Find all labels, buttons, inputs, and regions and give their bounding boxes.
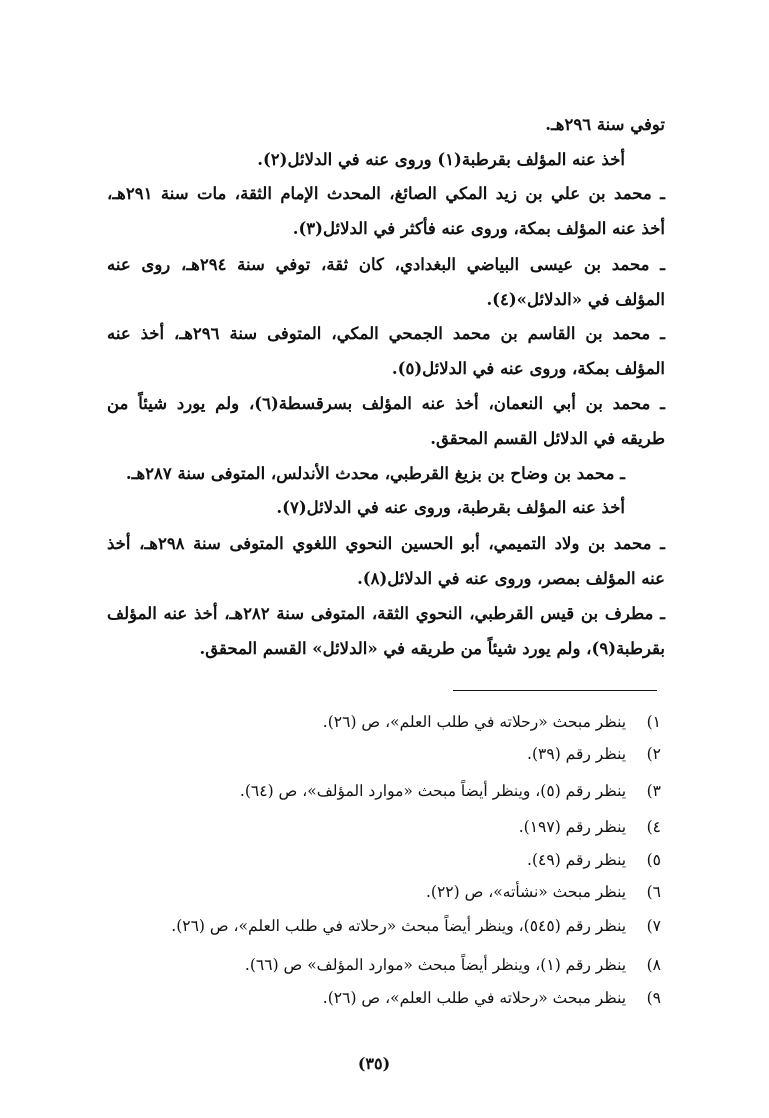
footnote-text: ينظر رقم (٥٤٥)، وينظر أيضاً مبحث «رحلاته في طلب العلم»، ص (٢٦). — [171, 917, 627, 935]
footnote-4 — [519, 815, 661, 839]
footnote-1 — [323, 710, 661, 734]
footnote-5 — [527, 848, 661, 872]
body-line-7: ـ محمد بن القاسم بن محمد الجمحي المكي، المتوفى سنة ٢٩٦هـ، أخذ عنه — [107, 324, 665, 343]
body-line-4: أخذ عنه المؤلف بمكة، وروى عنه فأكثر في الدلائل(٣). — [292, 219, 665, 238]
footnote-number: ٢) — [646, 745, 661, 763]
body-line-11: ـ محمد بن وضاح بن بزيغ القرطبي، محدث الأندلس، المتوفى سنة ٢٨٧هـ. — [125, 464, 625, 483]
body-line-12: أخذ عنه المؤلف بقرطبة، وروى عنه في الدلائل(٧). — [276, 498, 625, 517]
footnote-number: ٣) — [646, 782, 661, 800]
footnote-6 — [426, 880, 661, 904]
footnote-number: ٨) — [646, 956, 661, 974]
body-line-15: ـ مطرف بن قيس القرطبي، النحوي الثقة، المتوفى سنة ٢٨٢هـ، أخذ عنه المؤلف — [107, 604, 665, 623]
footnote-8 — [245, 953, 661, 977]
footnote-number: ٥) — [646, 851, 661, 869]
footnote-number: ٦) — [646, 883, 661, 901]
footnote-text: ينظر رقم (٣٩). — [527, 745, 627, 763]
footnote-2 — [527, 742, 661, 766]
body-line-10: طريقه في الدلائل القسم المحقق. — [430, 429, 665, 448]
footnote-text: ينظر مبحث «رحلاته في طلب العلم»، ص (٢٦). — [322, 989, 627, 1007]
footnote-number: ٩) — [646, 989, 661, 1007]
footnote-number: ٤) — [646, 818, 661, 836]
body-line-8: المؤلف بمكة، وروى عنه في الدلائل(٥). — [391, 359, 665, 378]
body-line-16: بقرطبة(٩)، ولم يورد شيئاً من طريقه في «الدلائل» القسم المحقق. — [199, 639, 665, 658]
footnote-text: ينظر رقم (١)، وينظر أيضاً مبحث «موارد المؤلف» ص (٦٦). — [244, 956, 627, 974]
page-number: (٣٥) — [357, 1054, 391, 1073]
body-line-14: عنه المؤلف بمصر، وروى عنه في الدلائل(٨). — [357, 569, 665, 588]
footnote-3 — [240, 779, 661, 803]
body-line-5: ـ محمد بن عيسى البياضي البغدادي، كان ثقة، توفي سنة ٢٩٤هـ، روى عنه — [107, 255, 665, 274]
body-line-13: ـ محمد بن ولاد التميمي، أبو الحسين النحوي اللغوي المتوفى سنة ٢٩٨هـ، أخذ — [107, 534, 665, 553]
footnote-text: ينظر رقم (٥)، وينظر أيضاً مبحث «موارد المؤلف»، ص (٦٤). — [239, 782, 627, 800]
body-line-3: ـ محمد بن علي بن زيد المكي الصائغ، المحدث الإمام الثقة، مات سنة ٢٩١هـ، — [107, 184, 665, 203]
footnote-separator — [453, 690, 657, 691]
body-line-9: ـ محمد بن أبي النعمان، أخذ عنه المؤلف بسرقسطة(٦)، ولم يورد شيئاً من — [107, 394, 665, 413]
footnote-number: ١) — [646, 713, 661, 731]
footnote-number: ٧) — [646, 917, 661, 935]
body-line-6: المؤلف في «الدلائل»(٤). — [486, 290, 665, 309]
footnote-9 — [323, 986, 661, 1010]
body-line-1: توفي سنة ٢٩٦هـ. — [545, 115, 665, 134]
footnote-text: ينظر رقم (٤٩). — [527, 851, 627, 869]
footnote-7 — [171, 914, 661, 938]
footnote-text: ينظر مبحث «نشأته»، ص (٢٢). — [426, 883, 627, 901]
footnote-text: ينظر مبحث «رحلاته في طلب العلم»، ص (٢٦). — [322, 713, 627, 731]
body-line-2: أخذ عنه المؤلف بقرطبة(١) وروى عنه في الدلائل(٢). — [257, 150, 625, 169]
footnote-text: ينظر رقم (١٩٧). — [518, 818, 627, 836]
